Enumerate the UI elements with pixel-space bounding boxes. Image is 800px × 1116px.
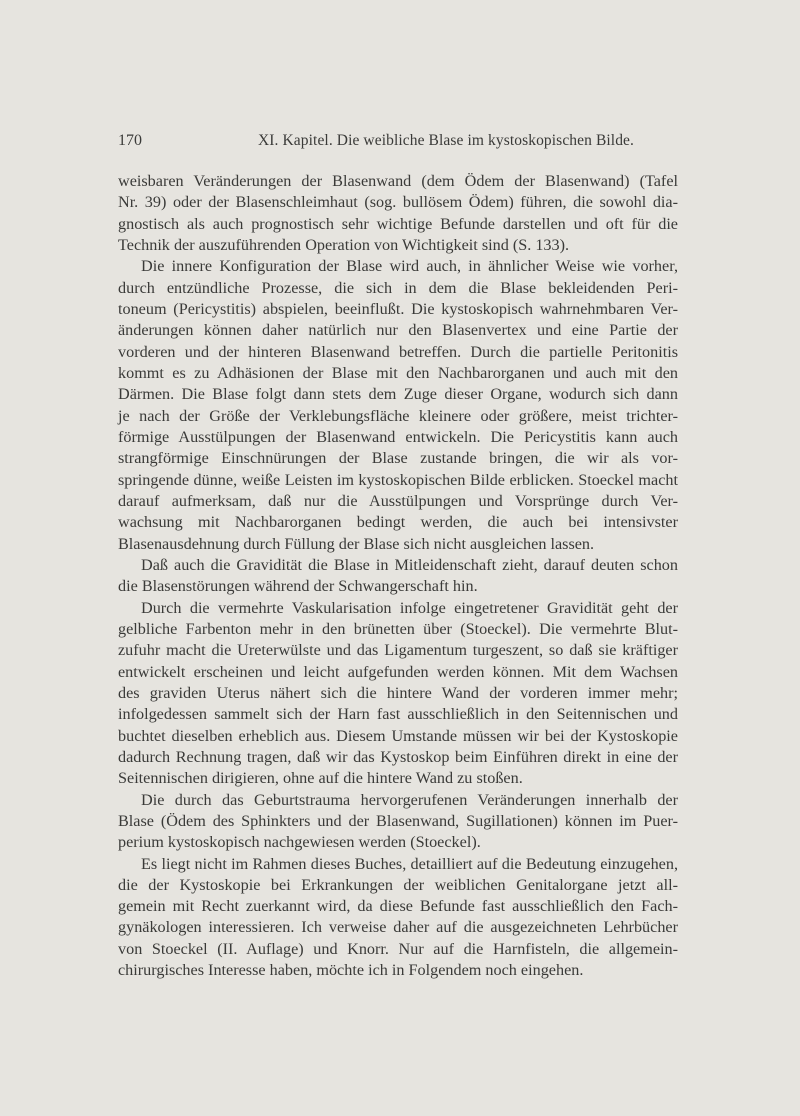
text-line: entwickelt erscheinen und leicht aufgefunden werden können. Mit dem Wachsen (118, 662, 678, 681)
text-line: die Blasenstörungen während der Schwangerschaft hin. (118, 577, 478, 596)
text-line: je nach der Größe der Verklebungsfläche kleinere oder größere, meist trichter- (118, 406, 678, 425)
text-line: die der Kystoskopie bei Erkrankungen der weiblichen Genitalorgane jetzt all- (118, 875, 678, 894)
text-line: wachsung mit Nachbarorganen bedingt werden, die auch bei intensivster (118, 513, 678, 532)
text-line: Daß auch die Gravidität die Blase in Mitleidenschaft zieht, darauf deuten schon (141, 555, 678, 574)
text-line: Blasenausdehnung durch Füllung der Blase sich nicht ausgleichen lassen. (118, 534, 595, 553)
text-line: weisbaren Veränderungen der Blasenwand (dem Ödem der Blasenwand) (Tafel (118, 172, 678, 190)
page-header (118, 132, 678, 156)
text-line: Nr. 39) oder der Blasenschleimhaut (sog. bullösem Ödem) führen, die sowohl dia- (118, 193, 678, 212)
running-title: XI. Kapitel. Die weibliche Blase im kystoskopischen Bilde. (258, 132, 635, 149)
text-line: Seitennischen dirigieren, ohne auf die hintere Wand zu stoßen. (118, 769, 523, 788)
text-line: durch entzündliche Prozesse, die sich in dem die Blase bekleidenden Peri- (118, 278, 678, 297)
paragraph (118, 555, 678, 598)
text-line: gelbliche Farbenton mehr in den brünetten über (Stoeckel). Die vermehrte Blut- (118, 619, 678, 638)
text-line: buchtet dieselben erheblich aus. Diesem Umstande müssen wir bei der Kystoskopie (118, 726, 678, 745)
body-text (118, 171, 678, 981)
text-line: vorderen und der hinteren Blasenwand betreffen. Durch die partielle Peritonitis (118, 342, 678, 361)
paragraph (118, 171, 678, 256)
text-line: Die durch das Geburtstrauma hervorgerufenen Veränderungen innerhalb der (141, 790, 678, 809)
text-line: gynäkologen interessieren. Ich verweise daher auf die ausgezeichneten Lehrbücher (118, 918, 678, 937)
page-number: 170 (118, 132, 142, 149)
paragraph (118, 854, 678, 982)
text-line: infolgedessen sammelt sich der Harn fast ausschließlich in den Seitennischen und (118, 705, 678, 724)
text-line: Die innere Konfiguration der Blase wird auch, in ähnlicher Weise wie vorher, (141, 257, 678, 276)
text-line: zufuhr macht die Ureterwülste und das Ligamentum turgeszent, so daß sie kräftiger (118, 641, 678, 660)
text-line: springende dünne, weiße Leisten im kystoskopischen Bilde erblicken. Stoeckel macht (118, 470, 678, 489)
text-line: gnostisch als auch prognostisch sehr wichtige Befunde darstellen und oft für die (118, 214, 678, 233)
text-line: chirurgisches Interesse haben, möchte ich in Folgendem noch eingehen. (118, 961, 584, 980)
text-line: strangförmige Einschnürungen der Blase zustande bringen, die wir als vor- (118, 449, 678, 468)
text-line: Durch die vermehrte Vaskularisation infolge eingetretener Gravidität geht der (141, 598, 678, 617)
text-line: toneum (Pericystitis) abspielen, beeinflußt. Die kystoskopisch wahrnehmbaren Ver- (118, 299, 678, 318)
paragraph (118, 598, 678, 790)
text-line: gemein mit Recht zuerkannt wird, da diese Befunde fast ausschließlich den Fach- (118, 897, 678, 916)
text-line: von Stoeckel (II. Auflage) und Knorr. Nur auf die Harnfisteln, die allgemein- (118, 939, 678, 958)
text-line: dadurch Rechnung tragen, daß wir das Kystoskop beim Einführen direkt in eine der (118, 747, 678, 766)
text-line: Därmen. Die Blase folgt dann stets dem Zuge dieser Organe, wodurch sich dann (118, 385, 678, 404)
text-line: Technik der auszuführenden Operation von Wichtigkeit sind (S. 133). (118, 235, 570, 254)
paragraph (118, 256, 678, 555)
text-line: Blase (Ödem des Sphinkters und der Blasenwand, Sugillationen) können im Puer- (118, 811, 678, 830)
text-line: förmige Ausstülpungen der Blasenwand entwickeln. Die Pericystitis kann auch (118, 427, 678, 446)
text-line: änderungen können daher natürlich nur den Blasenvertex und eine Partie der (118, 321, 678, 340)
text-line: darauf aufmerksam, daß nur die Ausstülpungen und Vorsprünge durch Ver- (118, 491, 678, 510)
paragraph (118, 790, 678, 854)
text-line: Es liegt nicht im Rahmen dieses Buches, detailliert auf die Bedeutung einzugehen, (141, 854, 678, 873)
text-line: kommt es zu Adhäsionen der Blase mit den Nachbarorganen und auch mit den (118, 363, 678, 382)
text-line: perium kystoskopisch nachgewiesen werden (Stoeckel). (118, 833, 481, 852)
text-line: des graviden Uterus nähert sich die hintere Wand der vorderen immer mehr; (118, 683, 678, 702)
